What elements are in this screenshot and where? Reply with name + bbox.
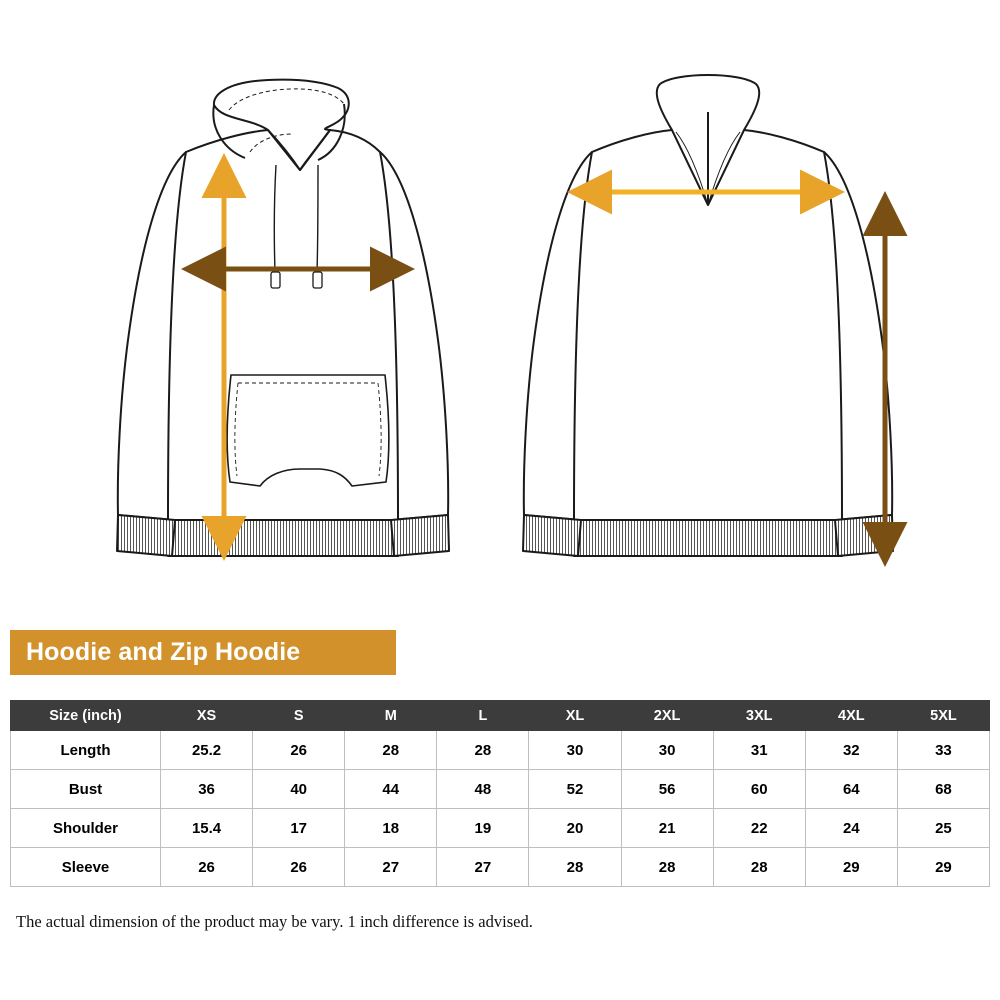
column-header-3xl: 3XL	[713, 701, 805, 731]
table-header-row	[11, 701, 990, 731]
cell-shoulder-s: 17	[253, 809, 345, 848]
cell-sleeve-l: 27	[437, 848, 529, 887]
row-label-shoulder: Shoulder	[11, 809, 161, 848]
cell-length-m: 28	[345, 731, 437, 770]
cell-bust-4xl: 64	[805, 770, 897, 809]
cell-sleeve-m: 27	[345, 848, 437, 887]
cell-shoulder-3xl: 22	[713, 809, 805, 848]
column-header-s: S	[253, 701, 345, 731]
disclaimer-text: The actual dimension of the product may be vary. 1 inch difference is advised.	[16, 912, 533, 931]
cell-bust-3xl: 60	[713, 770, 805, 809]
row-label-sleeve: Sleeve	[11, 848, 161, 887]
cell-bust-xs: 36	[161, 770, 253, 809]
cell-length-s: 26	[253, 731, 345, 770]
column-header-m: M	[345, 701, 437, 731]
column-header-xs: XS	[161, 701, 253, 731]
size-chart-table	[10, 700, 990, 887]
cell-sleeve-2xl: 28	[621, 848, 713, 887]
cell-shoulder-l: 19	[437, 809, 529, 848]
column-header-xl: XL	[529, 701, 621, 731]
cell-sleeve-3xl: 28	[713, 848, 805, 887]
chart-title-banner	[10, 630, 396, 675]
cell-bust-2xl: 56	[621, 770, 713, 809]
cell-shoulder-5xl: 25	[897, 809, 989, 848]
cell-sleeve-xs: 26	[161, 848, 253, 887]
cell-shoulder-m: 18	[345, 809, 437, 848]
table-row	[11, 731, 990, 770]
hoodie-back-technical-drawing	[523, 75, 893, 556]
row-label-bust: Bust	[11, 770, 161, 809]
table-row	[11, 809, 990, 848]
cell-bust-m: 44	[345, 770, 437, 809]
cell-length-xs: 25.2	[161, 731, 253, 770]
cell-length-2xl: 30	[621, 731, 713, 770]
cell-shoulder-xs: 15.4	[161, 809, 253, 848]
cell-length-l: 28	[437, 731, 529, 770]
cell-sleeve-s: 26	[253, 848, 345, 887]
column-header-5xl: 5XL	[897, 701, 989, 731]
cell-sleeve-5xl: 29	[897, 848, 989, 887]
column-header-2xl: 2XL	[621, 701, 713, 731]
cell-shoulder-4xl: 24	[805, 809, 897, 848]
cell-sleeve-xl: 28	[529, 848, 621, 887]
column-header-size: Size (inch)	[11, 701, 161, 731]
table-row	[11, 770, 990, 809]
cell-sleeve-4xl: 29	[805, 848, 897, 887]
page-title: Hoodie and Zip Hoodie	[26, 638, 301, 666]
column-header-4xl: 4XL	[805, 701, 897, 731]
cell-length-xl: 30	[529, 731, 621, 770]
cell-shoulder-2xl: 21	[621, 809, 713, 848]
table-row	[11, 848, 990, 887]
cell-bust-5xl: 68	[897, 770, 989, 809]
cell-length-5xl: 33	[897, 731, 989, 770]
hoodie-front-technical-drawing	[117, 80, 449, 556]
column-header-l: L	[437, 701, 529, 731]
cell-bust-l: 48	[437, 770, 529, 809]
row-label-length: Length	[11, 731, 161, 770]
cell-length-3xl: 31	[713, 731, 805, 770]
cell-bust-s: 40	[253, 770, 345, 809]
cell-length-4xl: 32	[805, 731, 897, 770]
cell-bust-xl: 52	[529, 770, 621, 809]
cell-shoulder-xl: 20	[529, 809, 621, 848]
